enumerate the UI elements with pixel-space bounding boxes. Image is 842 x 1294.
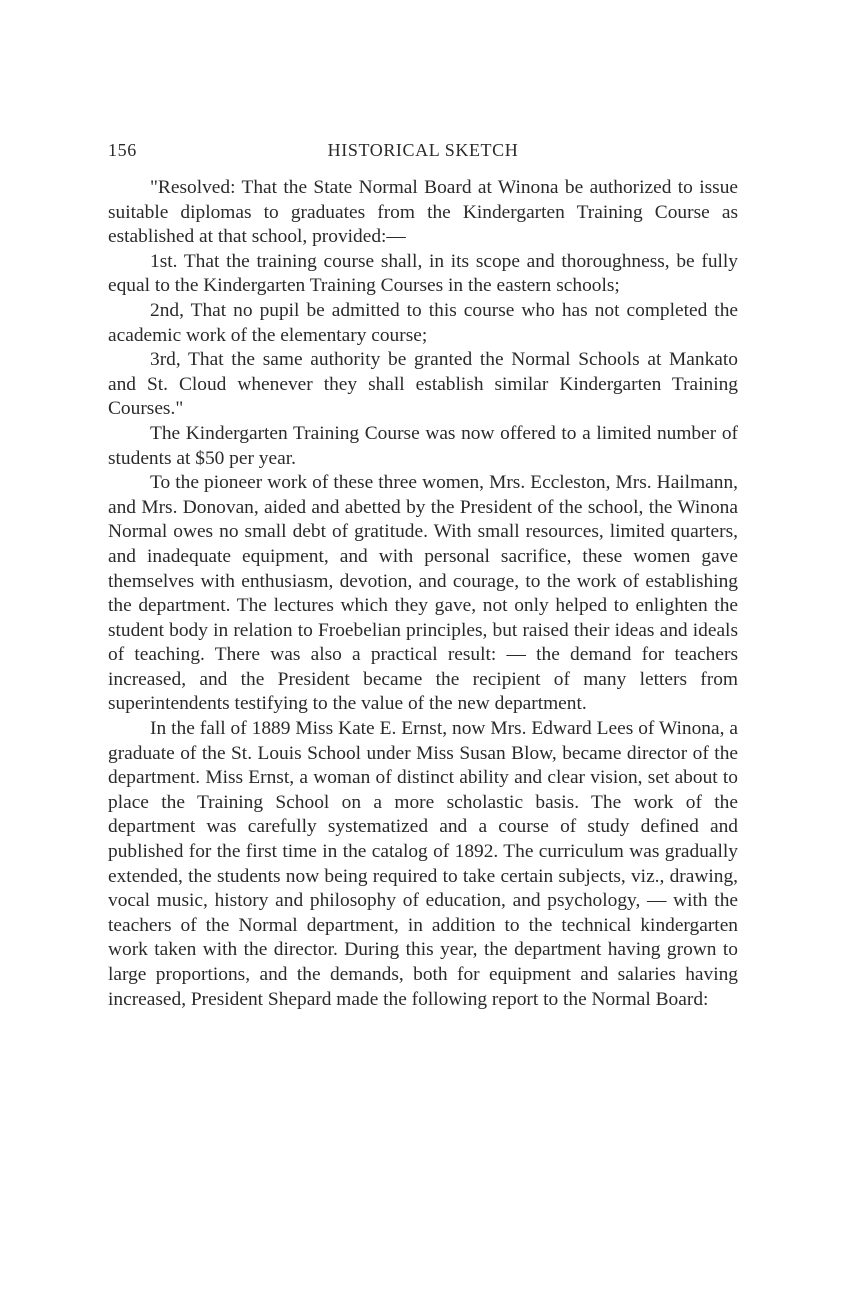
running-head: HISTORICAL SKETCH [327, 140, 519, 160]
provision-third-paragraph: 3rd, That the same authority be granted the Normal Schools at Mankato and St. Cloud whenever they shall establish similar Kindergarten Training Courses." [108, 349, 738, 420]
course-offered-paragraph: The Kindergarten Training Course was now offered to a limited number of students at $50 per year. [108, 422, 738, 469]
page-number: 156 [108, 140, 137, 160]
pioneer-work-paragraph: To the pioneer work of these three women, Mrs. Eccleston, Mrs. Hailmann, and Mrs. Donovan, aided and abetted by the President of the school, the Winona Normal owes no small debt of gratitude. With small resources, limited quarters, and inadequate equipment, and with personal sacrifice, these women gave themselves with enthusiasm, devotion, and courage, to the work of establishing the department. The lectures which they gave, not only helped to enlighten the student body in relation to Froebelian principles, but raised their ideas and ideals of teaching. There was also a practical result: — the demand for teachers increased, and the President became the recipient of many letters from superintendents testifying to the value of the new department. [108, 472, 738, 715]
provision-first-paragraph: 1st. That the training course shall, in its scope and thoroughness, be fully equal to the Kindergarten Training Courses in the eastern schools; [108, 250, 738, 297]
page-header [108, 140, 738, 166]
ernst-director-paragraph: In the fall of 1889 Miss Kate E. Ernst, now Mrs. Edward Lees of Winona, a graduate of the St. Louis School under Miss Susan Blow, became director of the department. Miss Ernst, a woman of distinct ability and clear vision, set about to place the Training School on a more scholastic basis. The work of the department was carefully systematized and a course of study defined and published for the first time in the catalog of 1892. The curriculum was gradually extended, the students now being required to take certain subjects, viz., drawing, vocal music, history and philosophy of education, and psychology, — with the teachers of the Normal department, in addition to the technical kindergarten work taken with the director. During this year, the department having grown to large proportions, and the demands, both for equipment and salaries having increased, President Shepard made the following report to the Normal Board: [108, 718, 738, 1010]
resolution-paragraph: "Resolved: That the State Normal Board at Winona be authorized to issue suitable diplomas to graduates from the Kindergarten Training Course as established at that school, provided:— [108, 177, 738, 248]
body-text [108, 176, 738, 1012]
provision-second-paragraph: 2nd, That no pupil be admitted to this course who has not completed the academic work of the elementary course; [108, 299, 738, 346]
